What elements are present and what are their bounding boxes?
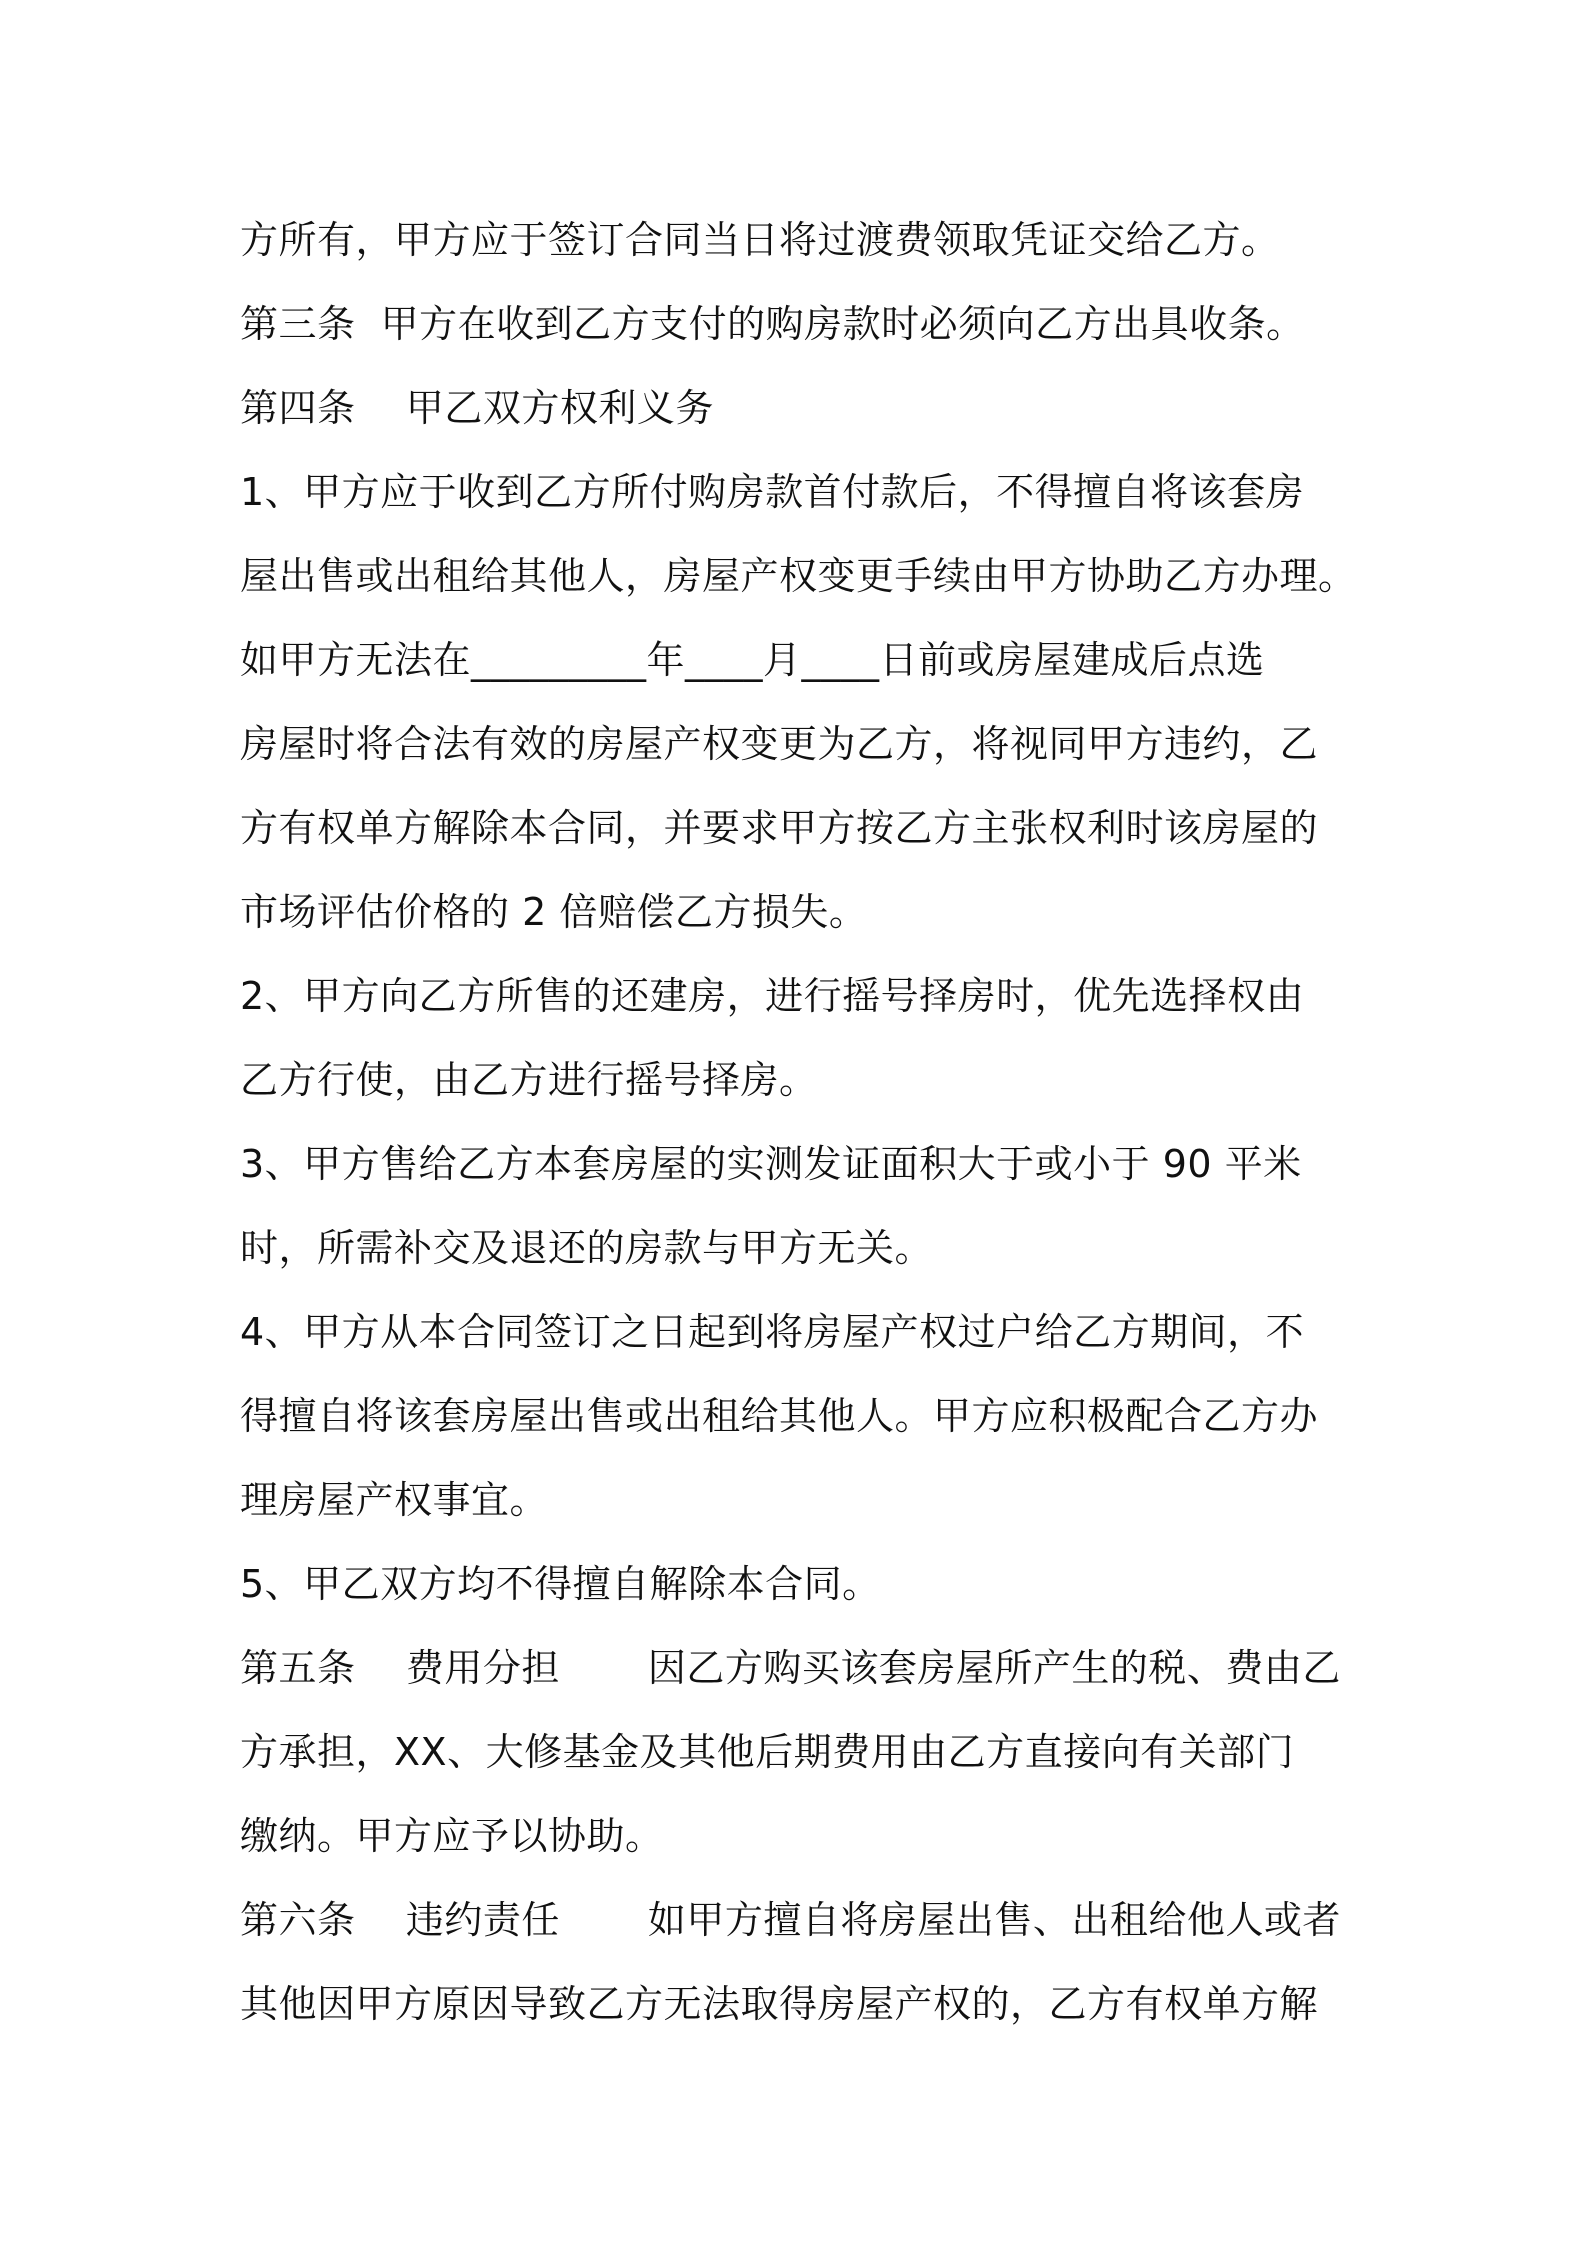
text-line: 第六条 违约责任 如甲方擅自将房屋出售、出租给他人或者 — [240, 1898, 1341, 1942]
text-line: 2、甲方向乙方所售的还建房，进行摇号择房时，优先选择权由 — [240, 974, 1305, 1018]
text-line: 市场评估价格的 2 倍赔偿乙方损失。 — [240, 890, 868, 934]
text-line: 理房屋产权事宜。 — [240, 1478, 549, 1522]
text-line: 5、甲乙双方均不得擅自解除本合同。 — [240, 1562, 881, 1606]
text-line: 如甲方无法在_________年____月____日前或房屋建成后点选 — [240, 638, 1265, 682]
text-line: 方有权单方解除本合同，并要求甲方按乙方主张权利时该房屋的 — [240, 806, 1319, 850]
text-line: 3、甲方售给乙方本套房屋的实测发证面积大于或小于 90 平米 — [240, 1142, 1302, 1186]
text-line: 屋出售或出租给其他人，房屋产权变更手续由甲方协助乙方办理。 — [240, 554, 1357, 598]
document-body — [240, 198, 1360, 2046]
text-line: 房屋时将合法有效的房屋产权变更为乙方，将视同甲方违约，乙 — [240, 722, 1319, 766]
text-line: 方承担，XX、大修基金及其他后期费用由乙方直接向有关部门 — [240, 1730, 1295, 1774]
text-line: 时，所需补交及退还的房款与甲方无关。 — [240, 1226, 934, 1270]
text-line: 方所有，甲方应于签订合同当日将过渡费领取凭证交给乙方。 — [240, 218, 1280, 262]
text-line: 4、甲方从本合同签订之日起到将房屋产权过户给乙方期间，不 — [240, 1310, 1305, 1354]
text-line: 第五条 费用分担 因乙方购买该套房屋所产生的税、费由乙 — [240, 1646, 1341, 1690]
text-line: 得擅自将该套房屋出售或出租给其他人。甲方应积极配合乙方办 — [240, 1394, 1319, 1438]
text-line: 第三条 甲方在收到乙方支付的购房款时必须向乙方出具收条。 — [240, 302, 1305, 346]
text-line: 乙方行使，由乙方进行摇号择房。 — [240, 1058, 818, 1102]
text-line: 1、甲方应于收到乙方所付购房款首付款后，不得擅自将该套房 — [240, 470, 1305, 514]
text-line: 其他因甲方原因导致乙方无法取得房屋产权的，乙方有权单方解 — [240, 1982, 1319, 2026]
text-line: 第四条 甲乙双方权利义务 — [240, 386, 714, 430]
text-line: 缴纳。甲方应予以协助。 — [240, 1814, 664, 1858]
